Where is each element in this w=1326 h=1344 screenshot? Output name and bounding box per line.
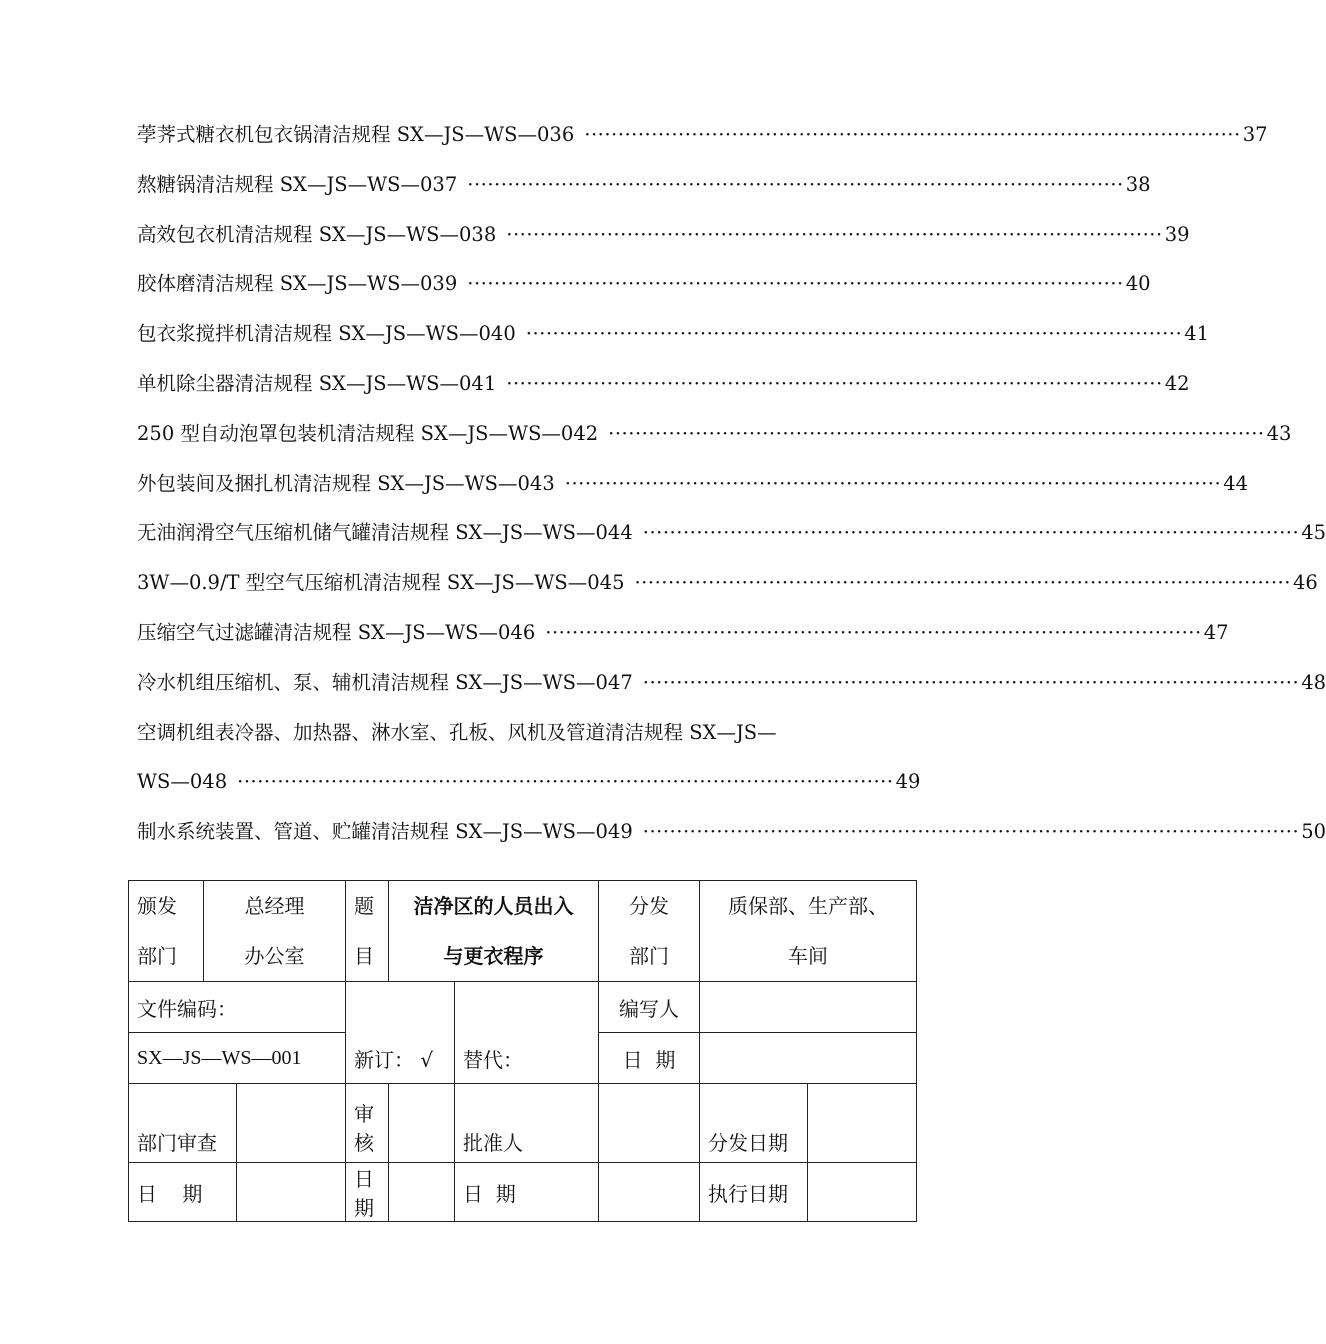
toc-entry-page: 49 (895, 770, 921, 794)
toc-leader: ·································································································· (584, 123, 1241, 146)
write-date-value[interactable] (700, 1033, 917, 1084)
review-date-value[interactable] (389, 1163, 455, 1222)
toc-leader: ·································································································· (506, 222, 1163, 246)
distribution-dept-label: 分发 部门 (599, 881, 700, 982)
table-of-contents (137, 110, 1326, 857)
toc-entry-wrapped-second-line[interactable] (137, 757, 921, 807)
checkmark: √ (420, 1048, 434, 1072)
issue-dept-value: 总经理 办公室 (204, 881, 346, 982)
toc-entry-title: 3W—0.9/T 型空气压缩机清洁规程 SX—JS—WS—045 (137, 571, 625, 595)
approver-value[interactable] (599, 1084, 700, 1163)
toc-entry-page: 48 (1301, 670, 1326, 694)
approve-date-value[interactable] (599, 1163, 700, 1222)
toc-entry[interactable] (137, 409, 1292, 459)
review-date-label: 日期 (346, 1163, 389, 1222)
toc-entry-title: 荸荠式糖衣机包衣锅清洁规程 SX—JS—WS—036 (137, 123, 575, 146)
toc-leader: ·································································································· (237, 770, 894, 794)
toc-leader: ·································································································· (634, 571, 1291, 595)
writer-label: 编写人 (599, 982, 700, 1033)
file-code-label: 文件编码： (129, 982, 346, 1033)
toc-entry-title: 冷水机组压缩机、泵、辅机清洁规程 SX—JS—WS—047 (137, 670, 633, 694)
toc-entry-page: 47 (1203, 620, 1229, 644)
toc-entry-title: WS—048 (137, 770, 228, 794)
toc-leader: ·································································································· (642, 670, 1300, 694)
toc-entry[interactable] (137, 359, 1190, 409)
file-code-value: SX—JS—WS—001 (129, 1033, 346, 1084)
review-value[interactable] (389, 1084, 455, 1163)
dept-review-label: 部门审查 (129, 1084, 237, 1163)
toc-entry[interactable] (137, 658, 1326, 708)
execution-date-label: 执行日期 (700, 1163, 808, 1222)
write-date-label: 日 期 (599, 1033, 700, 1084)
toc-entry[interactable] (137, 309, 1210, 359)
toc-leader: ·································································································· (608, 421, 1265, 445)
toc-entry-page: 37 (1242, 123, 1268, 146)
toc-entry-title: 250 型自动泡罩包装机清洁规程 SX—JS—WS—042 (137, 421, 599, 445)
new-revision-field[interactable] (346, 982, 455, 1084)
approve-date-label: 日 期 (455, 1163, 599, 1222)
issue-dept-label: 颁发 部门 (129, 881, 204, 982)
toc-entry-title: 无油润滑空气压缩机储气罐清洁规程 SX—JS—WS—044 (137, 521, 633, 545)
subject-label: 题 目 (346, 881, 389, 982)
toc-entry[interactable] (137, 508, 1326, 558)
toc-entry-wrapped-first-line[interactable]: 空调机组表冷器、加热器、淋水室、孔板、风机及管道清洁规程 SX—JS— (137, 720, 777, 744)
toc-entry[interactable] (137, 608, 1229, 658)
subject-value: 洁净区的人员出入 与更衣程序 (389, 881, 599, 982)
toc-entry-title: 胶体磨清洁规程 SX—JS—WS—039 (137, 272, 458, 296)
toc-leader: ·································································································· (467, 172, 1124, 196)
toc-entry-title: 压缩空气过滤罐清洁规程 SX—JS—WS—046 (137, 620, 536, 644)
toc-entry-page: 38 (1125, 172, 1151, 196)
replaces-field[interactable]: 替代： (455, 982, 599, 1084)
toc-entry[interactable] (137, 259, 1151, 309)
toc-entry-title: 外包装间及捆扎机清洁规程 SX—JS—WS—043 (137, 471, 555, 495)
new-revision-label: 新订： (354, 1048, 414, 1072)
distribution-date-value[interactable] (808, 1084, 917, 1163)
toc-entry-page: 40 (1125, 272, 1151, 296)
dept-review-date-value[interactable] (237, 1163, 346, 1222)
review-label: 审核 (346, 1084, 389, 1163)
approver-label: 批准人 (455, 1084, 599, 1163)
toc-leader: ·································································································· (642, 820, 1300, 844)
toc-entry-page: 45 (1301, 521, 1326, 545)
distribution-date-label: 分发日期 (700, 1084, 808, 1163)
toc-entry-title: 高效包衣机清洁规程 SX—JS—WS—038 (137, 222, 497, 246)
document-control-form (128, 880, 917, 1222)
writer-value[interactable] (700, 982, 917, 1033)
dept-review-date-label: 日 期 (129, 1163, 237, 1222)
toc-entry-title: 单机除尘器清洁规程 SX—JS—WS—041 (137, 371, 497, 395)
toc-entry[interactable] (137, 110, 1268, 160)
toc-entry[interactable] (137, 210, 1190, 260)
toc-entry-title: 制水系统装置、管道、贮罐清洁规程 SX—JS—WS—049 (137, 820, 633, 844)
toc-leader: ·································································································· (545, 620, 1202, 644)
toc-leader: ·································································································· (564, 471, 1222, 495)
toc-leader: ·································································································· (642, 521, 1300, 545)
toc-entry-page: 44 (1223, 471, 1249, 495)
execution-date-value[interactable] (808, 1163, 917, 1222)
toc-leader: ·································································································· (525, 322, 1183, 346)
toc-entry[interactable] (137, 807, 1326, 857)
toc-leader: ·································································································· (467, 272, 1124, 296)
distribution-dept-value: 质保部、生产部、 车间 (700, 881, 917, 982)
toc-entry[interactable] (137, 459, 1249, 509)
toc-entry-title: 熬糖锅清洁规程 SX—JS—WS—037 (137, 172, 458, 196)
toc-entry-page: 50 (1301, 820, 1326, 844)
toc-entry-page: 43 (1266, 421, 1292, 445)
toc-entry[interactable] (137, 160, 1151, 210)
toc-entry-page: 39 (1164, 222, 1190, 246)
dept-review-value[interactable] (237, 1084, 346, 1163)
toc-entry[interactable] (137, 558, 1318, 608)
toc-entry-title: 包衣浆搅拌机清洁规程 SX—JS—WS—040 (137, 322, 516, 346)
toc-entry-page: 46 (1292, 571, 1318, 595)
toc-entry-page: 42 (1164, 371, 1190, 395)
toc-leader: ·································································································· (506, 371, 1163, 395)
toc-entry-page: 41 (1184, 322, 1210, 346)
